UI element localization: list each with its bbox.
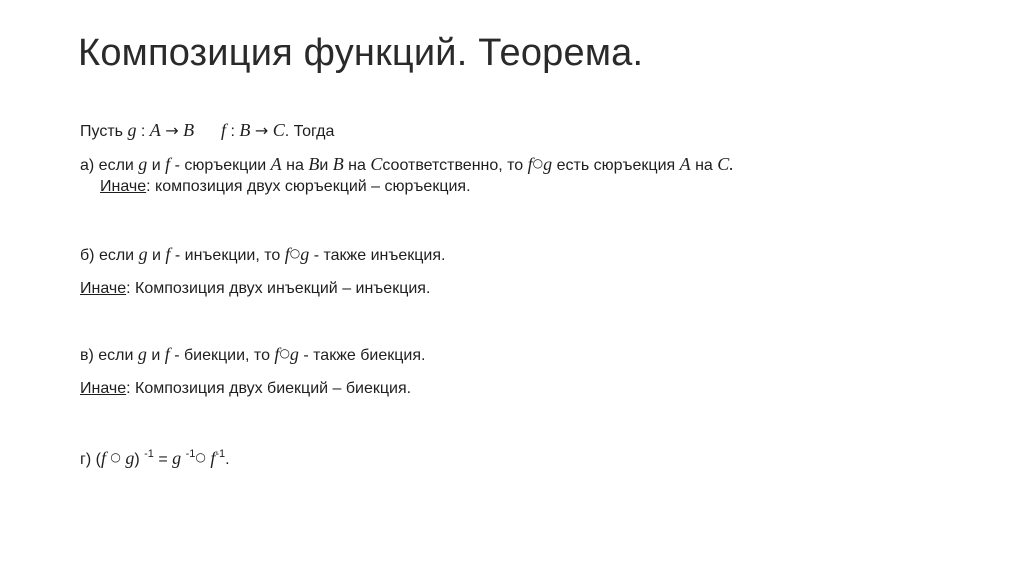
conj-and: и — [151, 157, 161, 174]
colon: : — [140, 123, 146, 140]
intro-suffix: . Тогда — [284, 123, 335, 140]
var-g: g — [289, 344, 299, 364]
part-a-text1: - сюръекции — [174, 157, 267, 174]
compose-icon: ○ — [532, 156, 544, 170]
var-f: f — [274, 344, 280, 364]
var-B: B — [239, 120, 251, 140]
otherwise-label: Иначе — [80, 380, 127, 397]
part-c-line — [80, 344, 425, 365]
part-a-line — [80, 154, 734, 175]
part-b-text2: - также инъекция. — [313, 247, 446, 264]
var-f: f — [165, 244, 171, 264]
otherwise-label: Иначе — [80, 280, 127, 297]
part-c-text1: - биекции, то — [174, 347, 270, 364]
compose-icon: ○ — [289, 246, 301, 260]
word-na: на — [695, 157, 713, 174]
var-f: f — [210, 448, 216, 468]
otherwise-text: : композиция двух сюръекций – сюръекция. — [146, 178, 471, 195]
part-d-line — [80, 448, 230, 469]
var-f: f — [221, 120, 227, 140]
intro-prefix: Пусть — [80, 123, 123, 140]
inverse-superscript: -1 — [185, 448, 196, 460]
var-g: g — [137, 344, 147, 364]
var-g: g — [138, 244, 148, 264]
otherwise-text: : Композиция двух биекций – биекция. — [126, 380, 412, 397]
conj-i: и — [319, 157, 329, 174]
word-na: на — [286, 157, 304, 174]
var-B: B — [308, 154, 320, 174]
var-f: f — [164, 344, 170, 364]
var-C: C. — [717, 154, 734, 174]
period: . — [225, 451, 230, 468]
var-f: f — [284, 244, 290, 264]
part-b-label: б) если — [80, 247, 135, 264]
compose-icon: ○ — [110, 450, 121, 464]
otherwise-text: : Композиция двух инъекций – инъекция. — [126, 280, 431, 297]
var-A: A — [149, 120, 161, 140]
var-g: g — [138, 154, 148, 174]
var-C: C — [272, 120, 285, 140]
slide-title: Композиция функций. Теорема. — [78, 32, 644, 74]
var-g: g — [127, 120, 137, 140]
conj-and: и — [151, 347, 161, 364]
part-b-text1: - инъекции, то — [174, 247, 281, 264]
arrow-icon: → — [254, 121, 269, 140]
var-B: B — [332, 154, 344, 174]
var-g: g — [300, 244, 310, 264]
var-A: A — [679, 154, 691, 174]
inverse-superscript: -1 — [215, 448, 226, 460]
part-c-label: в) если — [80, 347, 134, 364]
var-f: f — [100, 448, 106, 468]
var-B: B — [183, 120, 195, 140]
var-g: g — [125, 448, 135, 468]
close-paren: ) — [134, 451, 140, 468]
colon: : — [230, 123, 235, 140]
part-a-label: а) если — [80, 157, 134, 174]
inverse-superscript: -1 — [144, 448, 154, 460]
var-f: f — [165, 154, 171, 174]
var-f: f — [527, 154, 533, 174]
compose-icon: ○ — [279, 346, 290, 360]
intro-line — [80, 120, 334, 141]
word-na: на — [348, 157, 366, 174]
compose-icon: ○ — [195, 450, 206, 464]
part-d-label: г) ( — [80, 451, 101, 468]
part-a-text2: соответственно, то — [382, 157, 524, 174]
otherwise-label: Иначе — [100, 178, 147, 195]
var-g: g — [543, 154, 553, 174]
part-b-line — [80, 244, 445, 265]
part-c-otherwise — [80, 380, 411, 398]
part-c-text2: - также биекция. — [303, 347, 426, 364]
var-A: A — [270, 154, 282, 174]
arrow-icon: → — [165, 121, 179, 140]
part-a-otherwise — [100, 178, 471, 196]
var-C: C — [370, 154, 383, 174]
equals-sign: = — [158, 451, 168, 468]
part-a-text3: есть сюръекция — [556, 157, 676, 174]
var-g: g — [172, 448, 182, 468]
conj-and: и — [152, 247, 161, 264]
part-b-otherwise — [80, 280, 430, 298]
